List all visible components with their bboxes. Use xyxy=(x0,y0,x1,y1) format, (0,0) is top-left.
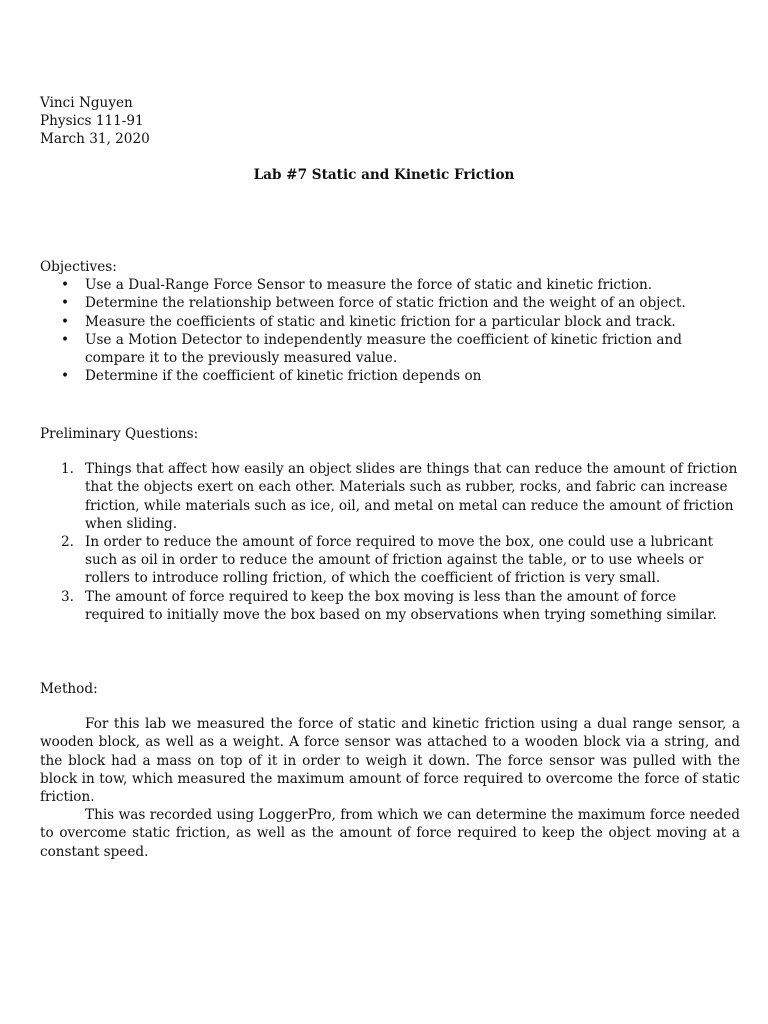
list-item xyxy=(40,533,740,588)
item-number: 3. xyxy=(61,588,74,605)
objectives-heading: Objectives: xyxy=(40,259,117,275)
answer-text: The amount of force required to keep the box moving is less than the amount of force required to initially move the box based on my observations when trying something similar. xyxy=(85,588,717,623)
bullet-icon: • xyxy=(61,368,70,385)
method-paragraph: For this lab we measured the force of static and kinetic friction using a dual range sensor, a wooden block, as well as a weight. A force sensor was attached to a wooden block via a string, and the block had a mass on top of it in order to weigh it down. The force sensor was pulled with the block in tow, which measured the maximum amount of force required to overcome the force of static friction. xyxy=(40,716,740,806)
document-title: Lab #7 Static and Kinetic Friction xyxy=(253,167,515,183)
list-item xyxy=(40,460,740,533)
bullet-icon: • xyxy=(61,295,70,312)
bullet-icon: • xyxy=(61,331,70,348)
objectives-section xyxy=(40,258,740,385)
list-item xyxy=(40,588,740,624)
author-name: Vinci Nguyen xyxy=(40,95,133,111)
objective-text: Use a Dual-Range Force Sensor to measure the force of static and kinetic friction. xyxy=(85,277,653,294)
bullet-icon: • xyxy=(61,277,70,294)
list-item xyxy=(40,313,740,331)
answer-text: In order to reduce the amount of force required to move the box, one could use a lubricant such as oil in order to reduce the amount of friction against the table, or to use wheels or rollers to introduce rolling friction, of which the coefficient of friction is very small. xyxy=(85,534,714,587)
preliminary-list xyxy=(40,460,740,624)
list-item xyxy=(40,331,740,367)
objective-text: Determine if the coefficient of kinetic friction depends on xyxy=(85,368,482,385)
objective-text: Determine the relationship between force of static friction and the weight of an object. xyxy=(85,295,686,312)
list-item xyxy=(40,367,740,385)
preliminary-questions-section xyxy=(40,425,740,624)
method-body xyxy=(40,715,740,861)
method-heading: Method: xyxy=(40,681,98,697)
objective-text: Measure the coefficients of static and kinetic friction for a particular block and track. xyxy=(85,313,676,330)
item-number: 2. xyxy=(61,534,74,551)
course-name: Physics 111-91 xyxy=(40,113,144,130)
document-date: March 31, 2020 xyxy=(40,131,150,148)
list-item xyxy=(40,294,740,312)
list-item xyxy=(40,276,740,294)
objectives-list xyxy=(40,276,740,385)
preliminary-heading: Preliminary Questions: xyxy=(40,426,199,442)
method-section xyxy=(40,680,740,861)
answer-text: Things that affect how easily an object slides are things that can reduce the amount of friction that the objects exert on each other. Materials such as rubber, rocks, and fabric can increase friction, while materials such as ice, oil, and metal on metal can reduce the amount of friction when sliding. xyxy=(85,461,738,532)
objective-text: Use a Motion Detector to independently measure the coefficient of kinetic friction and compare it to the previously measured value. xyxy=(85,331,682,367)
item-number: 1. xyxy=(61,461,74,478)
method-paragraph: This was recorded using LoggerPro, from which we can determine the maximum force needed to overcome static friction, as well as the amount of force required to keep the object moving at a constant speed. xyxy=(40,807,740,860)
bullet-icon: • xyxy=(61,313,70,330)
document-header xyxy=(40,94,440,149)
